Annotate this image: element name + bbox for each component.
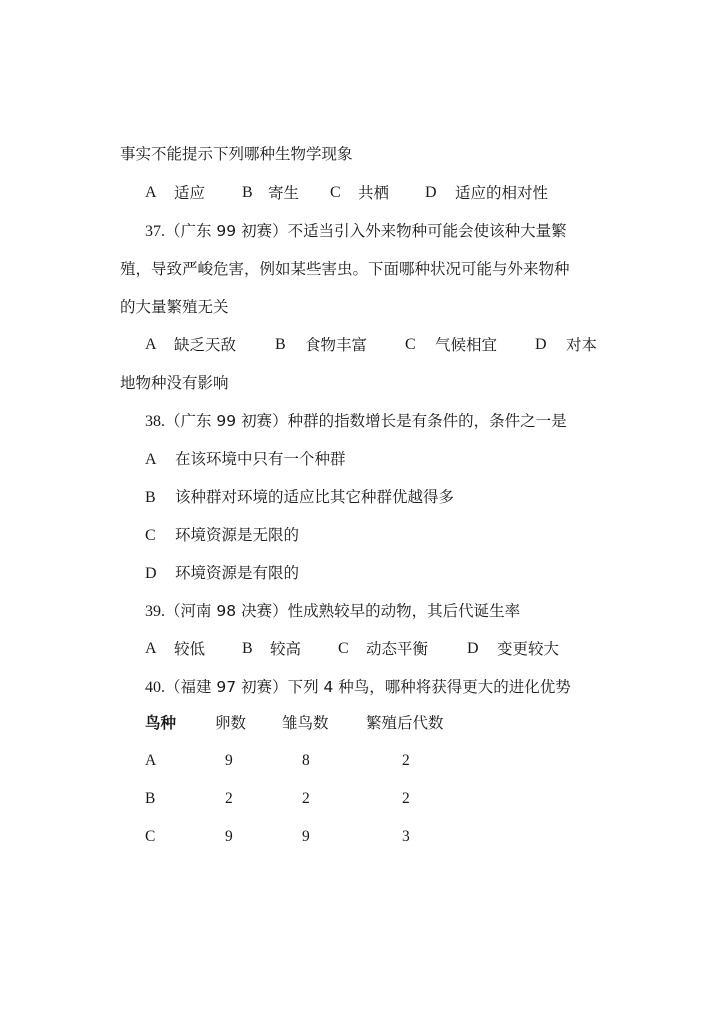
option-text: 对本	[566, 336, 598, 354]
option-text: 气候相宜	[435, 336, 498, 354]
text-line: 事实不能提示下列哪种生物学现象	[120, 145, 353, 163]
option-text: 环境资源是无限的	[175, 526, 300, 544]
option-letter: C	[330, 184, 341, 201]
table-cell: 9	[225, 828, 233, 845]
text-line: 地物种没有影响	[120, 374, 229, 392]
table-cell: 3	[402, 828, 410, 845]
table-cell: 2	[302, 790, 310, 807]
option-text: 变更较大	[497, 640, 560, 658]
question-number: 37.	[145, 223, 165, 240]
option-text: 共栖	[358, 184, 390, 202]
question-text: （福建 97 初赛）下列 4 种鸟，哪种将获得更大的进化优势	[165, 678, 571, 696]
table-cell: B	[145, 790, 156, 807]
table-cell: 2	[402, 752, 410, 769]
question-text: （广东 99 初赛）种群的指数增长是有条件的，条件之一是	[165, 412, 567, 430]
table-header: 鸟种	[145, 714, 177, 732]
q38-option-d	[145, 563, 299, 584]
q38-option-c	[145, 525, 299, 546]
option-letter: C	[405, 336, 416, 353]
option-letter: A	[145, 184, 157, 201]
option-letter: A	[145, 451, 157, 468]
option-text: 环境资源是有限的	[175, 564, 300, 582]
question-40	[145, 677, 571, 698]
text-line: 殖，导致严峻危害，例如某些害虫。下面哪种状况可能与外来物种	[120, 260, 570, 278]
table-header: 卵数	[215, 714, 247, 732]
option-text: 较低	[174, 640, 206, 658]
option-text: 适应	[174, 184, 206, 202]
q38-option-b	[145, 487, 454, 508]
option-text: 较高	[270, 640, 302, 658]
question-number: 39.	[145, 603, 165, 620]
option-letter: A	[145, 336, 157, 353]
table-cell: 8	[302, 752, 310, 769]
option-letter: D	[535, 336, 547, 353]
option-letter: B	[242, 184, 253, 201]
table-cell: 2	[225, 790, 233, 807]
question-37	[145, 221, 567, 242]
table-cell: 9	[302, 828, 310, 845]
option-text: 缺乏天敌	[174, 336, 237, 354]
question-38	[145, 411, 567, 432]
text-line: 的大量繁殖无关	[120, 298, 229, 316]
option-letter: D	[467, 640, 479, 657]
option-text: 食物丰富	[305, 336, 368, 354]
question-text: （河南 98 决赛）性成熟较早的动物，其后代诞生率	[165, 602, 521, 620]
option-letter: B	[275, 336, 286, 353]
table-cell: C	[145, 828, 156, 845]
question-number: 38.	[145, 413, 165, 430]
option-text: 该种群对环境的适应比其它种群优越得多	[175, 488, 455, 506]
question-39	[145, 601, 520, 622]
option-text: 适应的相对性	[455, 184, 549, 202]
option-text: 在该环境中只有一个种群	[175, 450, 346, 468]
option-letter: C	[145, 527, 156, 544]
option-letter: D	[425, 184, 437, 201]
option-letter: C	[338, 640, 349, 657]
option-text: 动态平衡	[366, 640, 429, 658]
option-letter: B	[242, 640, 253, 657]
table-cell: 2	[402, 790, 410, 807]
option-letter: D	[145, 565, 157, 582]
table-header: 雏鸟数	[282, 714, 329, 732]
table-cell: A	[145, 752, 157, 769]
option-text: 寄生	[268, 184, 300, 202]
option-letter: B	[145, 489, 156, 506]
q38-option-a	[145, 449, 346, 470]
question-text: （广东 99 初赛）不适当引入外来物种可能会使该种大量繁	[165, 222, 567, 240]
option-letter: A	[145, 640, 157, 657]
question-number: 40.	[145, 679, 165, 696]
table-cell: 9	[225, 752, 233, 769]
table-header: 繁殖后代数	[366, 714, 444, 732]
